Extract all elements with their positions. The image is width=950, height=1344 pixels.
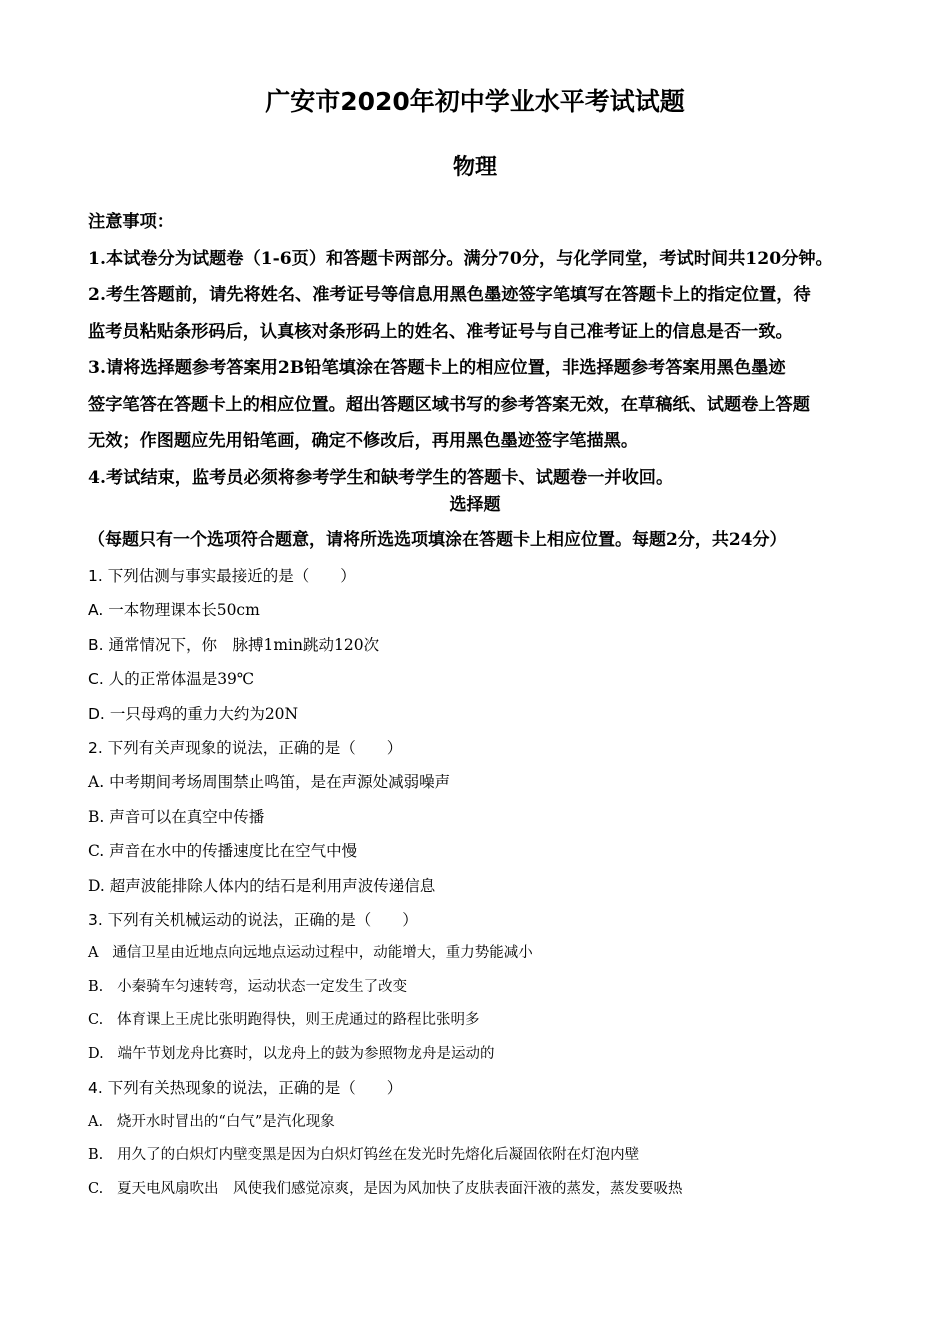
option-letter: A. [88, 1113, 104, 1130]
question-stem [88, 731, 888, 765]
option-letter: A. [88, 601, 104, 620]
exam-title: 广安市2020年初中学业水平考试试题 [265, 87, 685, 116]
option [88, 765, 888, 799]
question-text: 下列估测与事实最接近的是（ ） [107, 567, 356, 585]
notes-heading: 注意事项： [88, 212, 174, 232]
option [88, 971, 888, 1005]
option-text: 声音可以在真空中传播 [109, 807, 265, 826]
option [88, 697, 888, 731]
option [88, 1139, 888, 1173]
option [88, 834, 888, 868]
option [88, 1004, 888, 1038]
option [88, 1038, 888, 1072]
option-letter: D. [88, 876, 105, 895]
section-title: 选择题 [449, 495, 501, 515]
option-text: 小秦骑车匀速转弯，运动状态一定发生了改变 [117, 978, 408, 995]
option [88, 628, 888, 662]
option-letter: C. [88, 1180, 104, 1197]
option-text: 通信卫星由近地点向远地点运动过程中，动能增大，重力势能减小 [112, 945, 533, 962]
option-text: 烧开水时冒出的“白气”是汽化现象 [116, 1113, 335, 1130]
subject-title: 物理 [452, 155, 497, 180]
question-number: 4. [88, 1079, 103, 1098]
option-letter: C. [88, 1012, 104, 1029]
option-text: 通常情况下，你 脉搏1min跳动120次 [108, 635, 380, 654]
question-stem [88, 903, 888, 937]
questions-list [88, 559, 888, 1206]
option-text: 夏天电风扇吹出 风使我们感觉凉爽，是因为风加快了皮肤表面汗液的蒸发，蒸发要吸热 [117, 1180, 683, 1197]
question-stem [88, 559, 888, 593]
option-letter: B. [88, 1147, 104, 1164]
option-letter: B. [88, 978, 104, 995]
notes-line: 2.考生答题前，请先将姓名、准考证号等信息用黑色墨迹签字笔填写在答题卡上的指定位置，待 [88, 285, 811, 305]
option-text: 用久了的白炽灯内壁变黑是因为白炽灯钨丝在发光时先熔化后凝固依附在灯泡内壁 [117, 1147, 640, 1164]
option-letter: A. [88, 773, 105, 792]
question-number: 2. [88, 738, 103, 757]
option [88, 662, 888, 696]
option [88, 869, 888, 903]
option-text: 一本物理课本长50cm [108, 601, 260, 620]
option-text: 人的正常体温是39℃ [108, 670, 255, 689]
notes-line: 4.考试结束，监考员必须将参考学生和缺考学生的答题卡、试题卷一并收回。 [88, 467, 674, 488]
option [88, 1106, 888, 1140]
option-letter: B. [88, 807, 105, 826]
option-letter: B. [88, 635, 104, 654]
notes-line: 无效；作图题应先用铅笔画，确定不修改后，再用黑色墨迹签字笔描黑。 [88, 431, 639, 451]
notes-section [88, 204, 873, 496]
notes-line: 1.本试卷分为试题卷（1-6页）和答题卡两部分。满分70分，与化学同堂，考试时间共120分钟。 [88, 248, 833, 269]
notes-line: 签字笔答在答题卡上的相应位置。超出答题区域书写的参考答案无效，在草稿纸、试题卷上答题 [88, 394, 810, 415]
section-note: （每题只有一个选项符合题意，请将所选选项填涂在答题卡上相应位置。每题2分，共24分） [88, 530, 787, 550]
question-text: 下列有关声现象的说法，正确的是（ ） [107, 738, 403, 757]
option [88, 1173, 888, 1207]
question-stem [88, 1071, 888, 1105]
option-text: 体育课上王虎比张明跑得快，则王虎通过的路程比张明多 [117, 1012, 480, 1029]
option [88, 800, 888, 834]
option-text: 中考期间考场周围禁止鸣笛，是在声源处减弱噪声 [109, 773, 451, 792]
option [88, 593, 888, 627]
question-text: 下列有关机械运动的说法，正确的是（ ） [107, 910, 418, 929]
notes-line: 3.请将选择题参考答案用2B铅笔填涂在答题卡上的相应位置，非选择题参考答案用黑色墨迹 [88, 358, 786, 378]
option-letter: D. [88, 704, 105, 723]
option-text: 超声波能排除人体内的结石是利用声波传递信息 [109, 876, 436, 895]
option [88, 937, 888, 971]
option-letter: C. [88, 670, 104, 689]
option-letter: A [88, 945, 99, 962]
option-text: 声音在水中的传播速度比在空气中慢 [109, 842, 358, 861]
question-text: 下列有关热现象的说法，正确的是（ ） [107, 1079, 403, 1098]
option-letter: D. [88, 1045, 104, 1062]
option-text: 一只母鸡的重力大约为20N [109, 704, 299, 723]
question-number: 1. [88, 567, 103, 585]
question-number: 3. [88, 910, 103, 929]
option-text: 端午节划龙舟比赛时，以龙舟上的鼓为参照物龙舟是运动的 [117, 1045, 495, 1062]
option-letter: C. [88, 842, 105, 861]
notes-line: 监考员粘贴条形码后，认真核对条形码上的姓名、准考证号与自己准考证上的信息是否一致。 [88, 321, 793, 342]
